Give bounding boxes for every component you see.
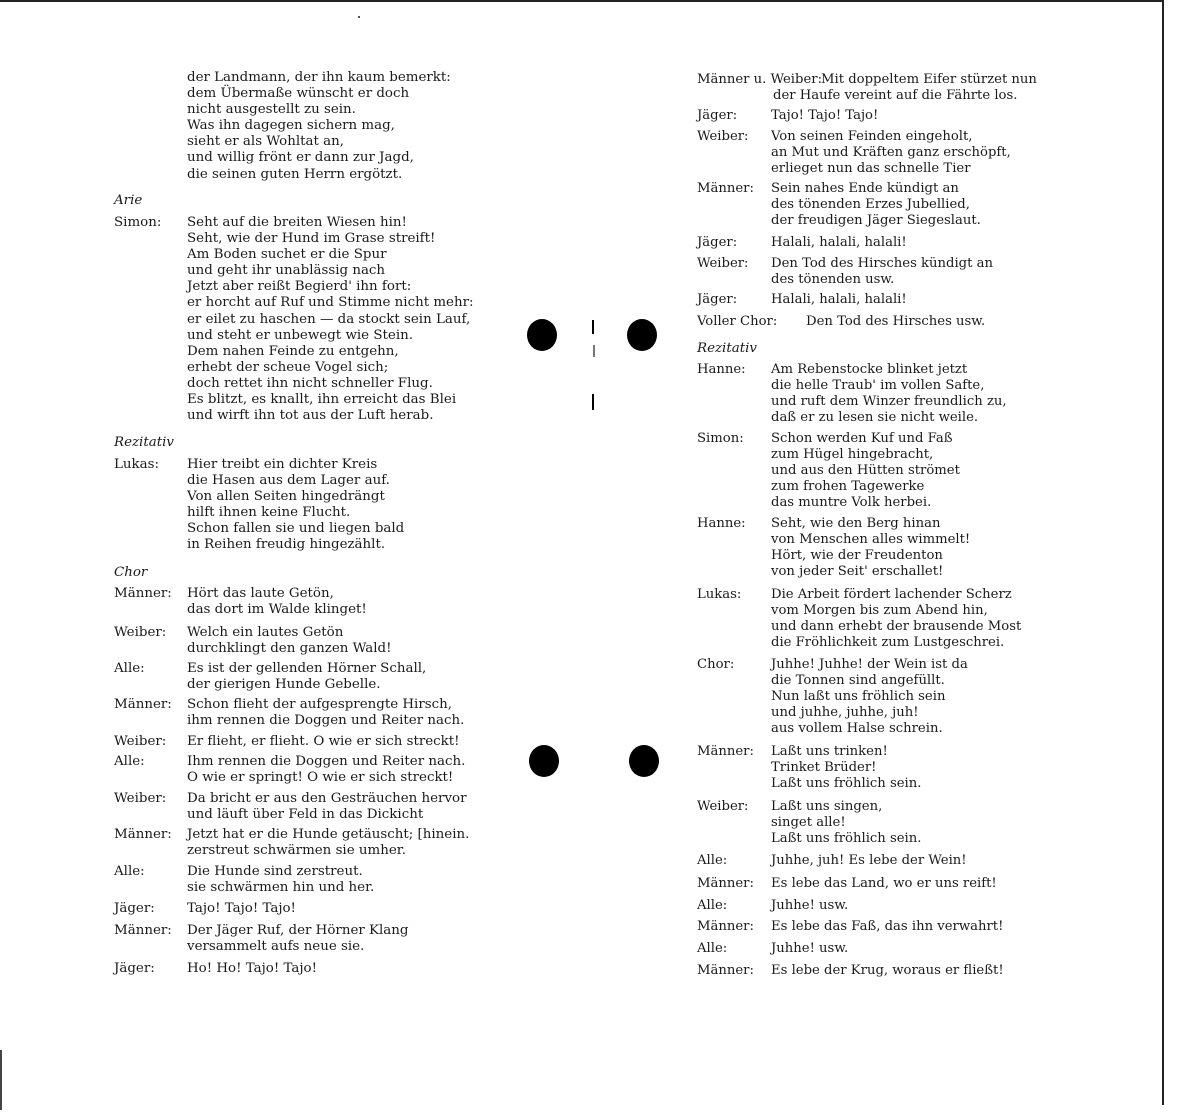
verse-line: Ihm rennen die Doggen und Reiter nach.	[187, 754, 466, 769]
verse-lines	[771, 744, 921, 792]
verse-lines	[187, 697, 464, 729]
verse-line: die Fröhlichkeit zum Lustgeschrei.	[771, 635, 1005, 651]
speaker-label: Männer:	[697, 744, 754, 759]
verse-line: die Tonnen sind angefüllt.	[771, 673, 945, 689]
verse-line: aus vollem Halse schrein.	[771, 721, 943, 737]
verse-line: und steht er unbewegt wie Stein.	[187, 327, 414, 343]
verse-line: Laßt uns singen,	[771, 799, 883, 814]
verse-line: und geht ihr unablässig nach	[187, 263, 386, 279]
verse-line: und juhhe, juhhe, juh!	[771, 705, 919, 721]
verse-lines	[771, 919, 1003, 935]
speaker-label: Männer:	[697, 876, 754, 891]
speaker-label: Lukas:	[697, 587, 742, 602]
speaker-label: Jäger:	[114, 901, 155, 916]
verse-lines	[187, 754, 465, 786]
verse-line: und ruft dem Winzer freundlich zu,	[771, 394, 1007, 410]
verse-lines	[187, 661, 426, 693]
verse-lines	[187, 734, 460, 750]
speaker-label: Chor:	[697, 657, 735, 672]
verse-lines	[187, 864, 374, 896]
speaker-label: Alle:	[697, 853, 728, 868]
verse-line: Von seinen Feinden eingeholt,	[771, 129, 973, 144]
verse-lines	[771, 799, 921, 847]
speaker-label: Lukas:	[114, 457, 159, 472]
speaker-label: Simon:	[697, 431, 744, 446]
verse-lines	[771, 181, 981, 229]
verse-line: sie schwärmen hin und her.	[187, 880, 375, 896]
verse-line: Nun laßt uns fröhlich sein	[771, 689, 946, 705]
verse-lines	[771, 853, 967, 869]
verse-lines	[771, 108, 878, 124]
verse-lines	[771, 657, 968, 737]
verse-line: und wirft ihn tot aus der Luft herab.	[187, 408, 434, 424]
verse-lines	[771, 292, 907, 308]
verse-line: Er flieht, er flieht. O wie er sich streckt!	[187, 734, 460, 749]
verse-line: und willig frönt er dann zur Jagd,	[187, 150, 414, 166]
speaker-label: Jäger:	[697, 108, 738, 123]
verse-line: Trinket Brüder!	[771, 760, 877, 776]
verse-line: erhebt der scheue Vogel sich;	[187, 359, 389, 375]
section-header-arie: Arie	[114, 193, 143, 208]
verse-line: singet alle!	[771, 815, 846, 831]
verse-line: Laßt uns fröhlich sein.	[771, 776, 922, 792]
staple-mark-middle	[593, 345, 595, 357]
verse-lines	[187, 215, 474, 424]
verse-line: und läuft über Feld in das Dickicht	[187, 807, 424, 823]
section-header-rezitativ: Rezitativ	[114, 435, 174, 450]
verse-line: und aus den Hütten strömet	[771, 463, 960, 479]
speaker-label: Weiber:	[697, 129, 749, 144]
verse-line: Was ihn dagegen sichern mag,	[187, 118, 395, 134]
verse-line: der gierigen Hunde Gebelle.	[187, 677, 381, 693]
verse-line: an Mut und Kräften ganz erschöpft,	[771, 145, 1011, 161]
verse-line: Juhhe! usw.	[771, 898, 849, 913]
punch-hole-bottom-right	[629, 745, 659, 777]
verse-line: doch rettet ihn nicht schneller Flug.	[187, 375, 433, 391]
verse-line: ihm rennen die Doggen und Reiter nach.	[187, 713, 465, 729]
speaker-label: Hanne:	[697, 362, 746, 377]
verse-line: Mit doppeltem Eifer stürzet nun	[821, 72, 1037, 87]
verse-lines	[187, 791, 466, 823]
verse-line: Jetzt hat er die Hunde getäuscht; [hinein.	[187, 827, 470, 842]
speaker-label: Jäger:	[114, 961, 155, 976]
verse-line: erlieget nun das schnelle Tier	[771, 161, 971, 177]
verse-line: der Haufe vereint auf die Fährte los.	[773, 88, 1018, 103]
speaker-label: Alle:	[697, 898, 728, 913]
verse-line: Juhhe! usw.	[771, 941, 849, 956]
verse-line: Seht, wie der Hund im Grase streift!	[187, 231, 436, 247]
verse-line: Es lebe das Faß, das ihn verwahrt!	[771, 919, 1004, 934]
speaker-label: Männer u. Weiber:	[697, 72, 823, 87]
scan-border-left	[0, 1050, 2, 1110]
verse-lines	[187, 457, 404, 554]
verse-line: Es blitzt, es knallt, ihn erreicht das Blei	[187, 392, 457, 408]
verse-lines	[771, 963, 1004, 979]
speaker-label: Voller Chor:	[697, 314, 778, 329]
verse-line: zum frohen Tagewerke	[771, 479, 925, 495]
verse-lines	[771, 898, 848, 914]
speaker-label: Jäger:	[697, 235, 738, 250]
speaker-label: Weiber:	[114, 625, 167, 640]
verse-line: Da bricht er aus den Gesträuchen hervor	[187, 791, 467, 806]
verse-line: Jetzt aber reißt Begierd' ihn fort:	[187, 279, 412, 295]
verse-line: Die Arbeit fördert lachender Scherz	[771, 587, 1012, 602]
scan-border-top	[0, 0, 1162, 2]
verse-line: der freudigen Jäger Siegeslaut.	[771, 213, 981, 229]
verse-line: des tönenden usw.	[771, 272, 895, 288]
verse-line: Den Tod des Hirsches usw.	[806, 314, 986, 329]
verse-line: hilft ihnen keine Flucht.	[187, 505, 351, 521]
verse-line: Hört das laute Getön,	[187, 586, 334, 601]
section-header-rezitativ: Rezitativ	[697, 341, 757, 356]
speaker-label: Männer:	[114, 586, 172, 601]
verse-line: Ho! Ho! Tajo! Tajo!	[187, 961, 317, 976]
verse-lines	[771, 941, 848, 957]
verse-lines	[187, 961, 317, 977]
verse-lines	[187, 901, 296, 917]
verse-line: Die Hunde sind zerstreut.	[187, 864, 363, 879]
speaker-label: Männer:	[114, 827, 172, 842]
speaker-label: Männer:	[114, 697, 172, 712]
speaker-label: Hanne:	[697, 516, 746, 531]
verse-line: dem Übermaße wünscht er doch	[187, 86, 410, 102]
verse-line: er horcht auf Ruf und Stimme nicht mehr:	[187, 295, 474, 311]
scan-border-right	[1162, 0, 1164, 1105]
verse-line: Schon fallen sie und liegen bald	[187, 521, 405, 537]
verse-line: Schon werden Kuf und Faß	[771, 431, 953, 446]
speaker-label: Simon:	[114, 215, 162, 230]
verse-line: Welch ein lautes Getön	[187, 625, 344, 640]
punch-hole-bottom-left	[529, 745, 559, 777]
verse-lines	[187, 70, 451, 183]
speaker-label: Alle:	[114, 661, 145, 676]
verse-line: versammelt aufs neue sie.	[187, 939, 365, 955]
verse-lines	[771, 235, 907, 251]
verse-line: das muntre Volk herbei.	[771, 495, 932, 511]
verse-line: Hört, wie der Freudenton	[771, 548, 943, 564]
verse-line: Es ist der gellenden Hörner Schall,	[187, 661, 427, 676]
verse-line: Es lebe der Krug, woraus er fließt!	[771, 963, 1004, 978]
verse-line: die seinen guten Herrn ergötzt.	[187, 166, 403, 182]
verse-line: Tajo! Tajo! Tajo!	[771, 108, 879, 123]
speaker-label: Männer:	[697, 963, 754, 978]
verse-line: Dem nahen Feinde zu entgehn,	[187, 343, 399, 359]
speaker-label: Weiber:	[697, 799, 749, 814]
punch-hole-top-right	[627, 319, 657, 351]
scan-speck	[358, 16, 360, 18]
speaker-label: Weiber:	[697, 256, 749, 271]
speaker-label: Alle:	[114, 864, 145, 879]
verse-lines	[771, 516, 970, 580]
verse-line: Es lebe das Land, wo er uns reift!	[771, 876, 997, 891]
speaker-label: Männer:	[114, 923, 172, 938]
verse-line: das dort im Walde klinget!	[187, 602, 367, 618]
speaker-label: Alle:	[697, 941, 728, 956]
verse-line: Hier treibt ein dichter Kreis	[187, 457, 378, 472]
verse-line: und dann erhebt der brausende Most	[771, 619, 1022, 635]
verse-lines	[771, 587, 1021, 651]
verse-lines	[771, 256, 993, 288]
speaker-label: Männer:	[697, 919, 754, 934]
verse-lines	[773, 88, 1017, 104]
verse-line: Seht, wie den Berg hinan	[771, 516, 941, 531]
verse-line: Halali, halali, halali!	[771, 235, 907, 250]
verse-line: durchklingt den ganzen Wald!	[187, 641, 392, 657]
verse-line: Schon flieht der aufgesprengte Hirsch,	[187, 697, 452, 712]
staple-mark-lower	[592, 394, 594, 410]
verse-line: Am Rebenstocke blinket jetzt	[771, 362, 968, 377]
verse-line: Der Jäger Ruf, der Hörner Klang	[187, 923, 409, 938]
verse-lines	[771, 876, 997, 892]
staple-mark-upper	[592, 320, 594, 334]
speaker-label: Weiber:	[114, 734, 167, 749]
verse-line: die Hasen aus dem Lager auf.	[187, 473, 390, 489]
speaker-label: Alle:	[114, 754, 145, 769]
verse-line: Von allen Seiten hingedrängt	[187, 489, 385, 505]
section-header-chor: Chor	[114, 565, 148, 580]
verse-line: die helle Traub' im vollen Safte,	[771, 378, 985, 394]
verse-lines	[187, 625, 391, 657]
punch-hole-top-left	[527, 319, 557, 351]
verse-line: vom Morgen bis zum Abend hin,	[771, 603, 988, 619]
verse-line: daß er zu lesen sie nicht weile.	[771, 410, 979, 426]
verse-lines	[187, 923, 409, 955]
speaker-label: Männer:	[697, 181, 754, 196]
verse-line: in Reihen freudig hingezählt.	[187, 537, 386, 553]
verse-line: Sein nahes Ende kündigt an	[771, 181, 959, 196]
speaker-label: Jäger:	[697, 292, 738, 307]
verse-line: Laßt uns fröhlich sein.	[771, 831, 922, 847]
verse-line: er eilet zu haschen — da stockt sein Lauf,	[187, 311, 471, 327]
verse-line: der Landmann, der ihn kaum bemerkt:	[187, 70, 451, 85]
verse-line: sieht er als Wohltat an,	[187, 134, 345, 150]
verse-lines	[187, 586, 367, 618]
verse-line: Seht auf die breiten Wiesen hin!	[187, 215, 407, 230]
verse-line: O wie er springt! O wie er sich streckt!	[187, 770, 454, 786]
verse-line: des tönenden Erzes Jubellied,	[771, 197, 970, 213]
verse-line: zum Hügel hingebracht,	[771, 447, 934, 463]
verse-lines	[771, 431, 960, 511]
verse-line: Halali, halali, halali!	[771, 292, 907, 307]
verse-line: zerstreut schwärmen sie umher.	[187, 843, 406, 859]
verse-line: Den Tod des Hirsches kündigt an	[771, 256, 993, 271]
verse-lines	[187, 827, 469, 859]
verse-line: Am Boden suchet er die Spur	[187, 247, 387, 263]
verse-line: Laßt uns trinken!	[771, 744, 888, 759]
verse-lines	[771, 362, 1007, 426]
verse-line: Juhhe, juh! Es lebe der Wein!	[771, 853, 967, 868]
verse-line: Juhhe! Juhhe! der Wein ist da	[771, 657, 968, 672]
verse-lines	[771, 129, 1011, 177]
verse-line: von jeder Seit' erschallet!	[771, 564, 944, 580]
verse-line: von Menschen alles wimmelt!	[771, 532, 971, 548]
speaker-label: Weiber:	[114, 791, 167, 806]
verse-line: Tajo! Tajo! Tajo!	[187, 901, 296, 916]
verse-line: nicht ausgestellt zu sein.	[187, 102, 356, 118]
